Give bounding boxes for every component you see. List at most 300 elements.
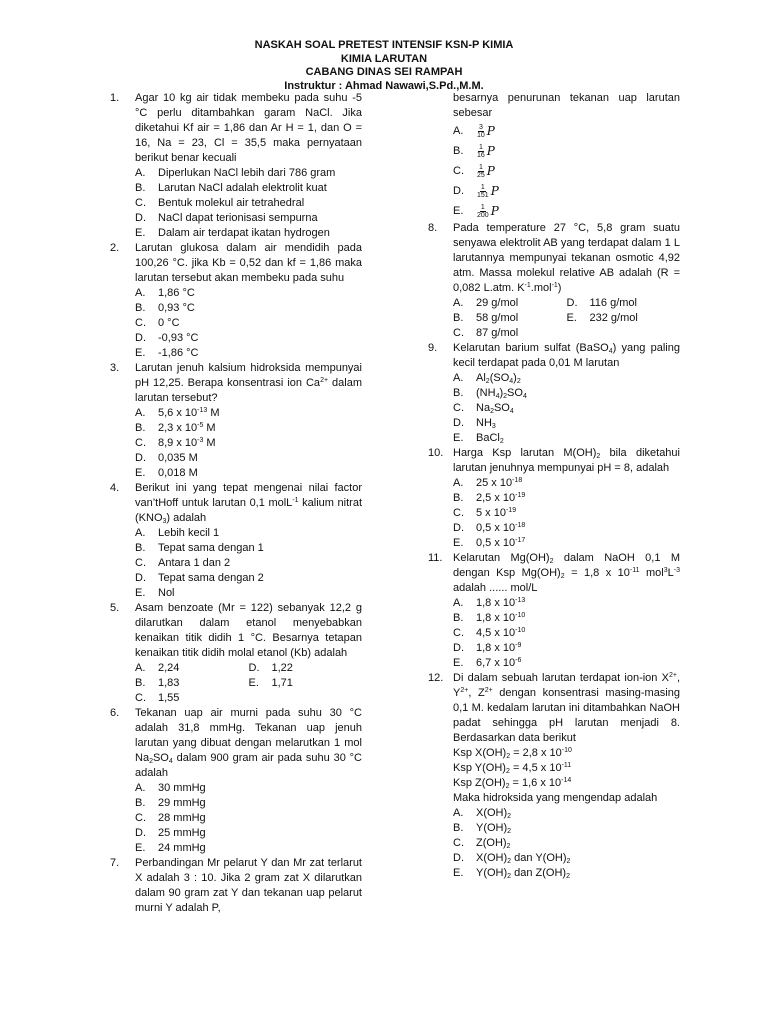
option-letter: D. <box>566 297 578 309</box>
option-a[interactable] <box>453 296 567 311</box>
question-number: 10. <box>428 447 444 459</box>
option-a[interactable] <box>453 806 680 821</box>
option-text: 0,035 M <box>158 452 198 464</box>
option-letter: A. <box>453 297 464 309</box>
exponent: -6 <box>515 657 522 664</box>
stem-text: ) <box>557 282 562 294</box>
variable-p: P <box>490 203 499 218</box>
option-letter: A. <box>135 167 146 179</box>
stem-text: .mol <box>530 282 552 294</box>
exponent: -10 <box>561 747 572 754</box>
question-stem-continued: besarnya penurunan tekanan uap larutan sebesar <box>453 92 680 119</box>
superscript: -1 <box>292 497 299 504</box>
question-stem <box>135 361 362 406</box>
option-e[interactable] <box>135 466 362 481</box>
option-b[interactable] <box>453 386 680 401</box>
option-e[interactable] <box>135 586 362 601</box>
formula-part: (NH <box>476 387 496 399</box>
variable-p: P <box>486 163 495 178</box>
ksp-data-line <box>453 761 680 776</box>
option-e[interactable] <box>567 311 681 326</box>
fraction <box>476 204 490 219</box>
question-stem <box>453 671 680 746</box>
subscript: 4 <box>608 348 613 355</box>
exponent: -13 <box>515 597 526 604</box>
option-c[interactable] <box>135 196 362 211</box>
option-c[interactable] <box>135 556 362 571</box>
question-10 <box>428 446 680 551</box>
option-letter: D. <box>135 332 146 344</box>
superscript: 2+ <box>320 377 329 384</box>
option-letter: B. <box>135 422 146 434</box>
option-letter: B. <box>453 492 464 504</box>
exponent: -5 <box>197 422 204 429</box>
stem-text: Di dalam sebuah larutan terdapat ion-ion X <box>453 672 669 684</box>
option-text: 1,83 <box>158 677 180 689</box>
option-letter: A. <box>453 597 464 609</box>
option-e[interactable] <box>453 656 680 671</box>
subscript: 2 <box>507 828 512 835</box>
unit: M <box>207 407 220 419</box>
option-a[interactable] <box>135 286 362 301</box>
option-text: Antara 1 dan 2 <box>158 557 231 569</box>
question-7-continued <box>428 91 680 221</box>
option-c[interactable] <box>135 436 362 451</box>
option-list <box>453 296 680 341</box>
question-stem <box>135 481 362 526</box>
option-letter: D. <box>135 452 146 464</box>
formula-part: dan Z(OH) <box>511 867 567 879</box>
option-text: 0 °C <box>158 317 180 329</box>
subscript: 3 <box>162 518 167 525</box>
exponent: -10 <box>515 627 526 634</box>
fraction <box>476 144 486 159</box>
subscript: 2 <box>507 873 512 880</box>
option-a[interactable] <box>135 781 362 796</box>
option-b[interactable] <box>453 491 680 506</box>
subscript: 3 <box>491 423 496 430</box>
option-b[interactable] <box>135 421 362 436</box>
denominator: 16 <box>477 151 485 159</box>
denominator: 200 <box>477 211 489 219</box>
option-b[interactable] <box>453 611 680 626</box>
stem-text: kalium nitrat (KNO <box>135 497 362 524</box>
option-list <box>135 526 362 601</box>
stem-text: Pada temperature 27 °C, 5,8 gram suatu senyawa elektrolit AB yang terdapat dalam 1 L larutannya mempunyai tekanan osmotic 4,92 atm. Massa molekul relative AB adalah (R = 0,082 L.atm. K <box>453 222 680 294</box>
question-stem <box>453 341 680 371</box>
ksp-text: = 2,8 x 10 <box>510 747 562 759</box>
ksp-text: = 1,6 x 10 <box>509 777 562 789</box>
option-text: Lebih kecil 1 <box>158 527 220 539</box>
option-a[interactable] <box>453 121 680 141</box>
option-c[interactable] <box>453 161 680 181</box>
option-c[interactable] <box>453 326 680 341</box>
option-b[interactable] <box>135 181 362 196</box>
option-list <box>135 166 362 241</box>
superscript: -11 <box>629 567 640 574</box>
superscript: 2+ <box>460 687 469 694</box>
option-c[interactable] <box>135 811 362 826</box>
question-2 <box>110 241 362 361</box>
option-list <box>453 371 680 446</box>
stem-text: dalam larutan tersebut? <box>135 377 362 404</box>
stem-text: , Z <box>468 687 485 699</box>
exponent: -11 <box>561 762 572 769</box>
subscript: 2 <box>549 558 554 565</box>
exponent: -17 <box>515 537 526 544</box>
option-text: 232 g/mol <box>589 312 638 324</box>
question-6 <box>110 706 362 856</box>
option-text: 2,3 x 10 <box>158 422 198 434</box>
option-d[interactable] <box>135 571 362 586</box>
option-text: 28 mmHg <box>158 812 206 824</box>
option-c[interactable] <box>453 401 680 416</box>
ksp-text: Ksp X(OH) <box>453 747 507 759</box>
option-letter: E. <box>453 205 464 217</box>
option-b[interactable] <box>453 821 680 836</box>
option-c[interactable] <box>453 836 680 851</box>
subscript: 2 <box>499 438 504 445</box>
option-d[interactable] <box>453 416 680 431</box>
option-letter: B. <box>453 822 464 834</box>
variable-p: P <box>486 143 495 158</box>
stem-text: Larutan jenuh kalsium hidroksida mempunyai pH 12,25. Berapa konsentrasi ion Ca <box>135 362 362 389</box>
question-stem: Asam benzoate (Mr = 122) sebanyak 12,2 g dilarutkan dalam etanol menyebabkan kenaikan titik didih 1 °C. Besarnya tetapan kenaikan titik didih molal etanol (Kb) adalah <box>135 602 362 659</box>
option-a[interactable] <box>135 166 362 181</box>
option-e[interactable] <box>135 841 362 856</box>
ksp-text: Ksp Z(OH) <box>453 777 506 789</box>
stem-text: ) adalah <box>166 512 207 524</box>
option-e[interactable] <box>453 201 680 221</box>
option-letter: D. <box>453 522 464 534</box>
option-letter: D. <box>453 417 464 429</box>
option-b[interactable] <box>135 301 362 316</box>
header-subject: KIMIA LARUTAN <box>340 52 428 65</box>
option-a[interactable] <box>453 371 680 386</box>
option-d[interactable] <box>453 181 680 201</box>
option-text: Dalam air terdapat ikatan hydrogen <box>158 227 330 239</box>
subscript: 2 <box>490 408 494 415</box>
formula-part: Y(OH) <box>476 822 508 834</box>
option-text: 5 x 10 <box>476 507 506 519</box>
option-letter: D. <box>248 662 260 674</box>
fraction <box>476 184 490 199</box>
question-number: 8. <box>428 222 438 234</box>
option-b[interactable] <box>453 141 680 161</box>
option-list <box>453 476 680 551</box>
stem-text: dengan konsentrasi masing-masing 0,1 M. kedalam larutan ini ditambahkan NaOH padat sehingga pH larutan menjadi 8. Berdasarkan data berikut <box>453 687 680 744</box>
option-letter: C. <box>453 165 464 177</box>
option-text: 24 mmHg <box>158 842 206 854</box>
option-text: 29 mmHg <box>158 797 206 809</box>
option-letter: C. <box>453 402 464 414</box>
option-e[interactable] <box>453 866 680 881</box>
stem-text: bila diketahui larutan jenuhnya mempunyai pH = 8, adalah <box>453 447 680 474</box>
formula-part: (SO <box>489 372 510 384</box>
option-d[interactable] <box>135 331 362 346</box>
exponent: -19 <box>515 492 526 499</box>
option-letter: A. <box>453 125 464 137</box>
option-e[interactable] <box>249 676 363 691</box>
option-letter: C. <box>453 507 464 519</box>
option-text: 5,6 x 10 <box>158 407 198 419</box>
question-number: 6. <box>110 707 120 719</box>
option-letter: E. <box>453 657 464 669</box>
option-text: NaCl dapat terionisasi sempurna <box>158 212 318 224</box>
option-text: 4,5 x 10 <box>476 627 516 639</box>
formula-part: dan Y(OH) <box>511 852 567 864</box>
option-letter: D. <box>453 185 464 197</box>
denominator: 10 <box>477 131 485 139</box>
subscript: 2 <box>149 758 153 765</box>
subscript: 4 <box>168 758 173 765</box>
question-11 <box>428 551 680 671</box>
option-text: Larutan NaCl adalah elektrolit kuat <box>158 182 327 194</box>
subscript: 2 <box>507 813 512 820</box>
header-title: NASKAH SOAL PRETEST INTENSIF KSN-P KIMIA <box>254 39 514 51</box>
exponent: -9 <box>515 642 522 649</box>
option-text: 1,8 x 10 <box>476 642 516 654</box>
stem-text: ) yang paling kecil terdapat pada 0,01 M larutan <box>453 342 680 369</box>
formula-part: Z(OH) <box>476 837 507 849</box>
option-d[interactable] <box>453 641 680 656</box>
option-text: Bentuk molekul air tetrahedral <box>158 197 305 209</box>
superscript: -1 <box>551 282 558 289</box>
header-office: CABANG DINAS SEI RAMPAH <box>305 66 463 78</box>
option-letter: C. <box>135 812 146 824</box>
option-c[interactable] <box>135 691 362 706</box>
option-letter: C. <box>453 837 464 849</box>
option-list <box>453 806 680 881</box>
formula-part: NH <box>476 417 492 429</box>
exponent: -13 <box>197 407 208 414</box>
option-d[interactable] <box>135 451 362 466</box>
formula-part: ) <box>513 372 517 384</box>
option-text: Tepat sama dengan 1 <box>158 542 264 554</box>
option-letter: C. <box>453 627 464 639</box>
subscript: 2 <box>506 843 511 850</box>
option-list <box>135 661 362 706</box>
numerator: 1 <box>478 143 483 151</box>
option-text: 8,9 x 10 <box>158 437 198 449</box>
option-letter: D. <box>135 572 146 584</box>
stem-text: L <box>667 567 674 579</box>
stem-text: SO <box>152 752 169 764</box>
formula-part: SO <box>493 402 510 414</box>
option-a[interactable] <box>453 476 680 491</box>
option-list <box>135 406 362 481</box>
stem-text: dalam NaOH 0,1 M dengan Ksp Mg(OH) <box>453 552 680 579</box>
option-d[interactable] <box>135 826 362 841</box>
option-e[interactable] <box>453 536 680 551</box>
option-text: 2,24 <box>158 662 180 674</box>
stem-text: Harga Ksp larutan M(OH) <box>453 447 597 459</box>
option-row <box>135 676 362 691</box>
formula-part: X(OH) <box>476 852 508 864</box>
option-text: 1,71 <box>271 677 293 689</box>
variable-p: P <box>490 183 499 198</box>
question-number: 9. <box>428 342 438 354</box>
exponent: -10 <box>515 612 526 619</box>
option-d[interactable] <box>249 661 363 676</box>
header-instructor: Instruktur : Ahmad Nawawi,S.Pd.,M.M. <box>284 79 484 92</box>
option-d[interactable] <box>453 851 680 866</box>
question-number: 7. <box>110 857 120 869</box>
option-d[interactable] <box>567 296 681 311</box>
superscript: 2+ <box>668 672 677 679</box>
option-text: 116 g/mol <box>589 297 637 309</box>
superscript: -1 <box>524 282 531 289</box>
stem-text: = 1,8 x 10 <box>564 567 630 579</box>
option-letter: B. <box>453 145 464 157</box>
option-text: 0,018 M <box>158 467 198 479</box>
stem-text: dalam 900 gram air pada suhu 30 °C adalah <box>135 752 362 779</box>
option-text: 2,5 x 10 <box>476 492 516 504</box>
exponent: -18 <box>515 522 526 529</box>
option-b[interactable] <box>135 796 362 811</box>
subscript: 2 <box>505 768 510 775</box>
option-letter: A. <box>135 782 146 794</box>
option-letter: A. <box>453 372 464 384</box>
subscript: 2 <box>516 378 521 385</box>
superscript: 2+ <box>484 687 493 694</box>
option-letter: B. <box>453 387 464 399</box>
option-text: 0,5 x 10 <box>476 537 516 549</box>
stem-text: , Y <box>453 672 680 699</box>
option-b[interactable] <box>135 676 249 691</box>
stem-text: Kelarutan Mg(OH) <box>453 552 550 564</box>
option-list <box>453 121 680 221</box>
numerator: 3 <box>478 123 483 131</box>
option-text: 1,86 °C <box>158 287 195 299</box>
option-letter: B. <box>453 612 464 624</box>
option-letter: E. <box>453 432 464 444</box>
numerator: 1 <box>478 163 483 171</box>
question-stem-tail: Maka hidroksida yang mengendap adalah <box>453 792 658 804</box>
stem-text: mol <box>639 567 664 579</box>
option-a[interactable] <box>135 406 362 421</box>
unit: M <box>203 422 216 434</box>
question-number: 1. <box>110 92 120 104</box>
option-e[interactable] <box>135 226 362 241</box>
ksp-data-line <box>453 776 680 791</box>
superscript: -3 <box>673 567 680 574</box>
option-letter: D. <box>453 642 464 654</box>
option-letter: E. <box>135 467 146 479</box>
option-text: 0,5 x 10 <box>476 522 516 534</box>
option-text: 29 g/mol <box>476 297 519 309</box>
option-row <box>453 296 680 311</box>
option-letter: A. <box>453 807 464 819</box>
option-text: -0,93 °C <box>158 332 199 344</box>
option-letter: E. <box>248 677 259 689</box>
question-stem <box>453 221 680 296</box>
subscript: 4 <box>509 408 514 415</box>
option-letter: B. <box>135 797 146 809</box>
option-letter: B. <box>453 312 464 324</box>
option-letter: B. <box>135 302 146 314</box>
superscript: 3 <box>663 567 668 574</box>
option-text: 0,93 °C <box>158 302 195 314</box>
option-letter: A. <box>135 527 146 539</box>
question-number: 12. <box>428 672 444 684</box>
exponent: -19 <box>505 507 517 514</box>
left-column <box>110 91 362 916</box>
question-number: 3. <box>110 362 120 374</box>
option-c[interactable] <box>135 316 362 331</box>
question-number: 2. <box>110 242 120 254</box>
option-letter: B. <box>135 542 146 554</box>
document-header <box>0 39 768 93</box>
right-column <box>428 91 680 881</box>
option-text: 30 mmHg <box>158 782 206 794</box>
option-e[interactable] <box>453 431 680 446</box>
option-c[interactable] <box>453 626 680 641</box>
option-a[interactable] <box>453 596 680 611</box>
option-d[interactable] <box>135 211 362 226</box>
unit: M <box>203 437 216 449</box>
option-d[interactable] <box>453 521 680 536</box>
fraction <box>476 124 486 139</box>
question-stem: Agar 10 kg air tidak membeku pada suhu -5 °C perlu ditambahkan garam NaCl. Jika diketahui Kf air = 1,86 dan Ar H = 1, dan O = 16, Na = 23, Cl = 35,5 maka pernyataan berikut benar kecuali <box>135 92 362 164</box>
subscript: 2 <box>560 573 565 580</box>
question-stem <box>135 706 362 781</box>
subscript: 2 <box>485 378 490 385</box>
option-text: 1,55 <box>158 692 180 704</box>
option-c[interactable] <box>453 506 680 521</box>
ksp-text: Ksp Y(OH) <box>453 762 506 774</box>
exponent: -3 <box>197 437 204 444</box>
option-text: 1,8 x 10 <box>476 597 516 609</box>
option-b[interactable] <box>453 311 567 326</box>
formula-part: ) <box>499 387 504 399</box>
ksp-text: = 4,5 x 10 <box>509 762 562 774</box>
question-8 <box>428 221 680 341</box>
question-stem <box>453 446 680 476</box>
question-12 <box>428 671 680 881</box>
option-a[interactable] <box>135 661 249 676</box>
option-text: 6,7 x 10 <box>476 657 516 669</box>
option-text: Tepat sama dengan 2 <box>158 572 264 584</box>
question-3 <box>110 361 362 481</box>
formula-part: BaCl <box>476 432 500 444</box>
option-letter: C. <box>135 437 146 449</box>
option-letter: E. <box>566 312 577 324</box>
question-stem: Perbandingan Mr pelarut Y dan Mr zat terlarut X adalah 3 : 10. Jika 2 gram zat X dilarutkan dalam 90 gram zat Y dan tekanan uap pelarut murni Y adalah P, <box>135 857 362 914</box>
stem-text: Tekanan uap air murni pada suhu 30 °C adalah 31,8 mmHg. Tekanan uap jenuh larutan yang dibuat dengan melarutkan 1 mol Na <box>135 707 362 764</box>
option-e[interactable] <box>135 346 362 361</box>
question-number: 5. <box>110 602 120 614</box>
option-text: Nol <box>158 587 175 599</box>
option-text: 25 mmHg <box>158 827 206 839</box>
option-letter: A. <box>135 407 146 419</box>
option-letter: A. <box>135 287 146 299</box>
subscript: 2 <box>503 393 508 400</box>
exponent: -14 <box>561 777 572 784</box>
option-b[interactable] <box>135 541 362 556</box>
question-stem <box>453 551 680 596</box>
option-letter: D. <box>135 827 146 839</box>
formula-part: Na <box>476 402 491 414</box>
option-text: 1,22 <box>271 662 293 674</box>
option-letter: C. <box>135 557 146 569</box>
question-number: 11. <box>428 552 443 564</box>
subscript: 4 <box>495 393 500 400</box>
option-letter: E. <box>135 347 146 359</box>
option-letter: E. <box>135 842 146 854</box>
option-letter: A. <box>453 477 464 489</box>
option-a[interactable] <box>135 526 362 541</box>
